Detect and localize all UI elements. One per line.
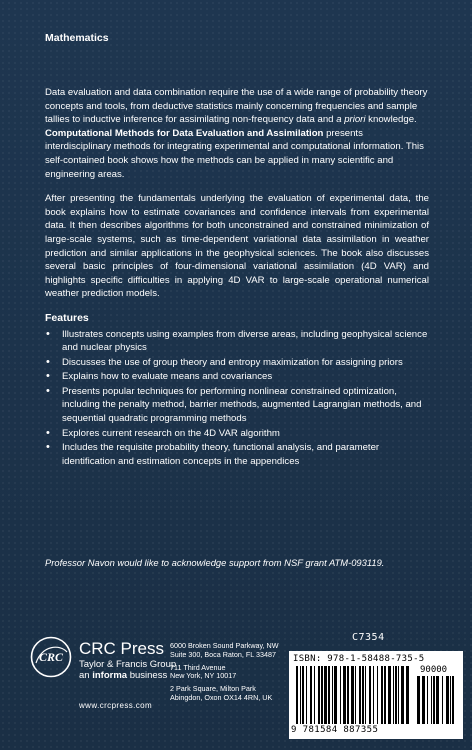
description-text: presents interdisciplinary methods for integrating experimental and computational information. This self-contained book shows how the methods can be applied in many scientific and engineering areas. xyxy=(45,127,424,180)
barcode-bar xyxy=(314,666,315,724)
barcode-bar xyxy=(393,666,394,724)
barcode-bar xyxy=(442,676,443,724)
price-barcode-icon xyxy=(417,676,457,724)
feature-item: • Includes the requisite probability theory, functional analysis, and parameter identification and estimation concepts in the appendices xyxy=(45,441,429,468)
barcode-bar xyxy=(332,666,333,724)
ean-number: 9 781584 887355 xyxy=(291,725,379,735)
barcode-bar xyxy=(310,666,312,724)
barcode-bar xyxy=(302,666,304,724)
description-text: knowledge. xyxy=(365,114,417,126)
barcode-bar xyxy=(427,676,428,724)
barcode-bar xyxy=(431,676,432,724)
barcode-bar xyxy=(452,676,454,724)
publisher-group: Taylor & Francis Group xyxy=(79,659,177,670)
barcode-bar xyxy=(373,666,374,724)
barcode-bar xyxy=(318,666,320,724)
back-cover-text xyxy=(45,86,429,469)
barcode-bar xyxy=(343,666,346,724)
category-label: Mathematics xyxy=(45,32,109,44)
feature-item: • Discusses the use of group theory and entropy maximization for assigning priors xyxy=(45,356,429,370)
barcode-bar xyxy=(446,676,449,724)
barcode-bar xyxy=(377,666,378,724)
feature-item: • Explains how to evaluate means and covariances xyxy=(45,370,429,384)
publisher-block xyxy=(79,640,176,681)
barcode-bar xyxy=(450,676,451,724)
barcode-bar xyxy=(365,666,366,724)
publisher-website: www.crcpress.com xyxy=(79,701,153,710)
barcode-bar xyxy=(417,676,420,724)
publisher-addresses xyxy=(170,642,285,703)
barcode-bar xyxy=(296,666,298,724)
barcode-bar xyxy=(436,676,439,724)
business-suffix: business xyxy=(127,670,168,681)
description-paragraph-1 xyxy=(45,86,429,181)
barcode-bar xyxy=(384,666,386,724)
crc-press-logo-icon xyxy=(30,636,72,678)
address-line: New York, NY 10017 xyxy=(170,671,237,681)
publisher-name: CRC Press xyxy=(79,639,165,658)
barcode-block xyxy=(289,651,463,739)
feature-item: • Illustrates concepts using examples from diverse areas, including geophysical science and nuclear physics xyxy=(45,328,429,355)
address-line: 711 Third Avenue xyxy=(170,662,226,672)
address-line: 6000 Broken Sound Parkway, NW xyxy=(170,641,279,650)
barcode-bar xyxy=(321,666,323,724)
barcode-bar xyxy=(395,666,397,724)
address-line: Suite 300, Boca Raton, FL 33487 xyxy=(170,649,277,659)
description-paragraph-2: After presenting the fundamentals underlying the evaluation of experimental data, the book explains how to estimate covariances and confidence intervals from experimental data. It then describes algorithms for both unconstrained and constrained minimization of large-scale systems, such as time-dependent variational data assimilation in weather prediction and similar applications in the geophysical sciences. The book also discusses several basic principles of four-dimensional variational assimilation (4D VAR) and highlights specific difficulties in applying 4D VAR to large-scale operational numerical weather prediction models. xyxy=(45,193,429,300)
barcode-bar xyxy=(347,666,349,724)
barcode-bar xyxy=(362,666,364,724)
barcode-bar xyxy=(406,666,409,724)
barcode-bar xyxy=(398,666,399,724)
barcode-bar xyxy=(401,666,404,724)
barcode-bar xyxy=(359,666,361,724)
barcode-bar xyxy=(324,666,327,724)
barcode-bar xyxy=(340,666,341,724)
ean-barcode-icon xyxy=(296,666,410,724)
barcode-bar xyxy=(388,666,391,724)
italic-phrase: a priori xyxy=(336,114,366,126)
barcode-bar xyxy=(369,666,371,724)
feature-item: • Presents popular techniques for performing nonlinear constrained optimization, including the penalty method, barrier methods, augmented Lagrangian methods, and sequential quadratic programming methods xyxy=(45,385,429,426)
barcode-bar xyxy=(300,666,301,724)
business-brand: informa xyxy=(92,670,128,681)
isbn-label: ISBN: 978-1-58488-735-5 xyxy=(293,654,425,664)
barcode-bar xyxy=(381,666,383,724)
barcode-bar xyxy=(355,666,356,724)
address-line: Abingdon, Oxon OX14 4RN, UK xyxy=(170,692,273,702)
price-code: 90000 xyxy=(420,665,448,675)
address-line: 2 Park Square, Milton Park xyxy=(170,684,256,694)
description-text: Data evaluation and data combination require the use of a wide range of probability theory concepts and tools, from deductive statistics mainly concerning frequencies and sample tallies to inductive inference for assimilating non-frequency data and xyxy=(45,87,428,126)
barcode-bar xyxy=(328,666,330,724)
book-title: Computational Methods for Data Evaluation and Assimilation xyxy=(45,127,324,139)
features-heading: Features xyxy=(45,311,89,324)
product-code: C7354 xyxy=(352,632,385,643)
barcode-bar xyxy=(306,666,307,724)
barcode-bar xyxy=(433,676,435,724)
acknowledgment: Professor Navon would like to acknowledge support from NSF grant ATM-093119. xyxy=(45,557,385,568)
business-prefix: an xyxy=(79,670,93,681)
barcode-bar xyxy=(351,666,354,724)
features-list xyxy=(45,328,429,469)
feature-item: • Explores current research on the 4D VAR algorithm xyxy=(45,427,429,441)
barcode-bar xyxy=(422,676,425,724)
logo-text: CRC xyxy=(38,650,64,664)
publisher-business xyxy=(79,670,176,681)
barcode-bar xyxy=(334,666,337,724)
